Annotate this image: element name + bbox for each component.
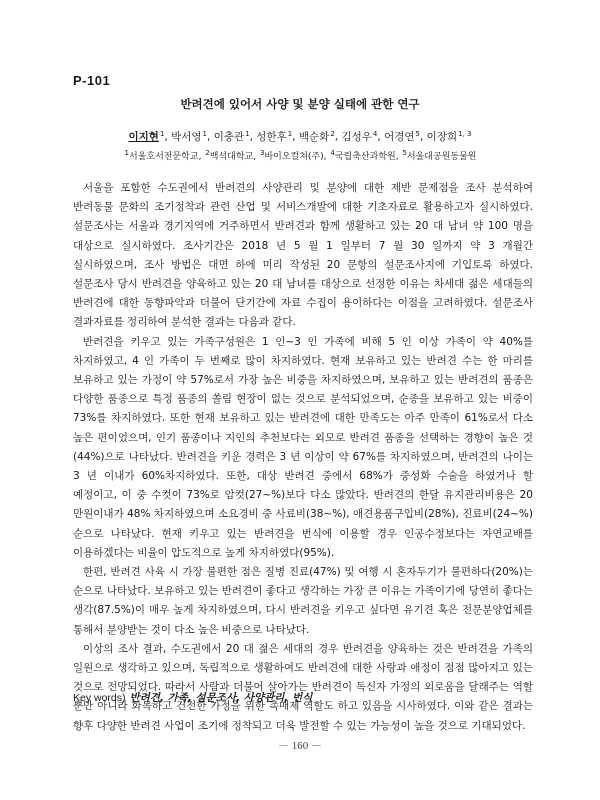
- affiliation-mark: 1: [124, 149, 129, 157]
- paper-title: 반려견에 있어서 사양 및 분양 실태에 관한 연구: [180, 97, 420, 111]
- author-list: 이지현$^1$, 박서영$^1$, 이충관$^1$, 성한후$^1$, 백순화$^2$, 김성우$^4$, 어경연$^5$, 이장희$^{1, 3}$: [128, 130, 472, 143]
- affiliation-list: $^1$서울호서전문학교, $^2$백석대학교, $^3$바이오컬쳐(주), $^4$국립축산과학원, $^5$서울대공원동물원: [124, 149, 477, 162]
- author-name: 김성우: [341, 131, 372, 143]
- keywords-label: Key words): [73, 692, 126, 704]
- author: [129, 131, 165, 143]
- author: [171, 131, 207, 143]
- author-affiliation-mark: 1: [159, 130, 165, 138]
- author-name: 백순화: [298, 131, 330, 143]
- abstract-paragraph: 한편, 반려견 사육 시 가장 불편한 점은 질병 진료(47%) 및 여행 시 혼자두기가 불편하다(20%)는 순으로 나타났다. 보유하고 있는 반려견이 좋다고 생각하는 가장 큰 이유는 가족이기에 당연히 좋다는 생각(87.5%)이 매우 높게 차지하였으며, 다시 반려견을 키우고 싶다면 유기견 혹은 전문분양업체를 통해서 분양받는 것이 다소 높은 비중으로 나타났다.: [73, 566, 533, 636]
- abstract-paragraph: 서울을 포함한 수도권에서 반려견의 사양관리 및 분양에 대한 제반 문제점을 조사 분석하여 반려동물 문화의 조기정착과 관련 산업 및 서비스개발에 대한 기초자료로 활용하고자 실시하였다. 설문조사는 서울과 경기지역에 거주하면서 반려견과 함께 생활하고 있는 20 대 남녀 약 100 명을 대상으로 실시하였다. 조사기간은 2018 년 5 월 1 일부터 7 월 30 일까지 약 3 개월간 실시하였으며, 조사 방법은 대면 하에 미리 작성된 20 문항의 설문조사지에 기입토록 하였다. 설문조사 당시 반려견을 양육하고 있는 20 대 남녀를 대상으로 선정한 이유는 차세대 젊은 세대들의 반려견에 대한 동향파악과 더불어 단기간에 자료 수집이 용이하다는 이점을 고려하였다. 설문조사 결과자료를 정리하여 분석한 결과는 다음과 같다.: [73, 182, 533, 329]
- author-affiliation-mark: 4: [372, 130, 378, 138]
- keywords-value: 반려견, 가족, 설문조사, 사양관리, 번식: [129, 692, 313, 704]
- affiliation: [329, 149, 396, 162]
- author: [427, 131, 472, 143]
- author-name: 어경연: [384, 131, 415, 143]
- page-number: － 160 －: [278, 740, 322, 752]
- keywords-line: [73, 690, 312, 705]
- author-name: 이충관: [213, 131, 245, 143]
- abstract-paragraph: 이상의 조사 결과, 수도권에서 20 대 젊은 세대의 경우 반려견을 양육하는 것은 반려견을 가족의 일원으로 생각하고 있으며, 독립적으로 생활하여도 반려견에 대한 사랑과 애정이 점점 많아지고 있는 것으로 전망되었다. 따라서 사람과 더불어 살아가는 반려견이 독신자 가정의 외로움을 달래주는 역할 뿐만 아니라 화목하고 건전한 가정을 위한 촉매제 역할도 하고 있음을 시사하였다. 이와 같은 결과는 향후 다양한 반려견 사업이 조기에 정착되고 더욱 발전할 수 있는 가능성이 높을 것으로 기대되었다.: [73, 642, 533, 732]
- abstract-paragraph: 반려견을 키우고 있는 가족구성원은 1 인~3 인 가족에 비해 5 인 이상 가족이 약 40%를 차지하였고, 4 인 가족이 두 번째로 많이 차지하였다. 현재 보유하고 있는 반려견 수는 한 마리를 보유하고 있는 가정이 약 57%로서 가장 높은 비중을 차지하였으며, 보유하고 있는 반려견의 품종은 다양한 품종으로 특정 품종의 쏠림 현장이 없는 것으로 분석되었으며, 순종을 보유하고 있는 비중이 73%를 차지하였다. 또한 현재 보유하고 있는 반려견에 대한 만족도는 아주 만족이 61%로서 다소 높은 편이었으며, 인기 품종이나 지인의 추천보다는 외모로 반려견 품종을 선택하는 경향이 높은 것(44%)으로 나타났다. 반려견을 키운 경력은 3 년 이상이 약 67%를 차지하였으며, 반려견의 나이는 3 년 이내가 60%차지하였다. 또한, 대상 반려견 중에서 68%가 중성화 수술을 하였거나 할 예정이고, 이 중 수컷이 73%로 암컷(27~%)보다 다소 많았다. 반려견의 한달 유지관리비용은 20 만원이내가 48% 차지하였으며 소요경비 중 사료비(38~%), 애견용품구입비(28%), 진료비(24~%) 순으로 나타났다. 현재 키우고 있는 반려견을 번식에 이용할 경우 인공수정보다는 자연교배를 이용하겠다는 비율이 압도적으로 높게 차지하였다(95%).: [73, 335, 533, 559]
- affiliation-name: 국립축산과학원: [334, 152, 396, 162]
- abstract-body: [73, 179, 533, 736]
- author-affiliation-mark: 1: [245, 130, 250, 138]
- affiliation-mark: 2: [205, 149, 210, 157]
- affiliation-name: 백석대학교: [209, 152, 254, 162]
- affiliation: [259, 149, 324, 162]
- author: [341, 131, 377, 143]
- affiliation: [124, 149, 199, 162]
- affiliation-mark: 3: [259, 149, 265, 157]
- author-name: 성한후: [256, 131, 287, 143]
- affiliation-mark: 4: [330, 149, 335, 157]
- author: [256, 131, 292, 143]
- affiliation-name: 서울호서전문학교: [129, 152, 199, 162]
- author-affiliation-mark: 1: [202, 130, 208, 138]
- affiliation: [401, 149, 477, 162]
- affiliation-mark: 5: [402, 149, 407, 157]
- affiliation-name: 서울대공원동물원: [406, 152, 477, 162]
- author-name: 이장희: [426, 131, 458, 143]
- author-name: 박서영: [171, 131, 202, 143]
- author: [299, 131, 335, 143]
- author: [384, 131, 420, 143]
- affiliation-name: 바이오컬쳐(주): [264, 152, 324, 162]
- author-name: 이지현: [128, 131, 159, 143]
- author-affiliation-mark: 2: [330, 130, 335, 138]
- paper-code: P-101: [73, 73, 111, 88]
- author-affiliation-mark: 1: [287, 130, 293, 138]
- author-affiliation-mark: 1, 3: [458, 130, 472, 138]
- author: [214, 131, 250, 143]
- author-affiliation-mark: 5: [415, 130, 420, 138]
- affiliation: [204, 149, 254, 162]
